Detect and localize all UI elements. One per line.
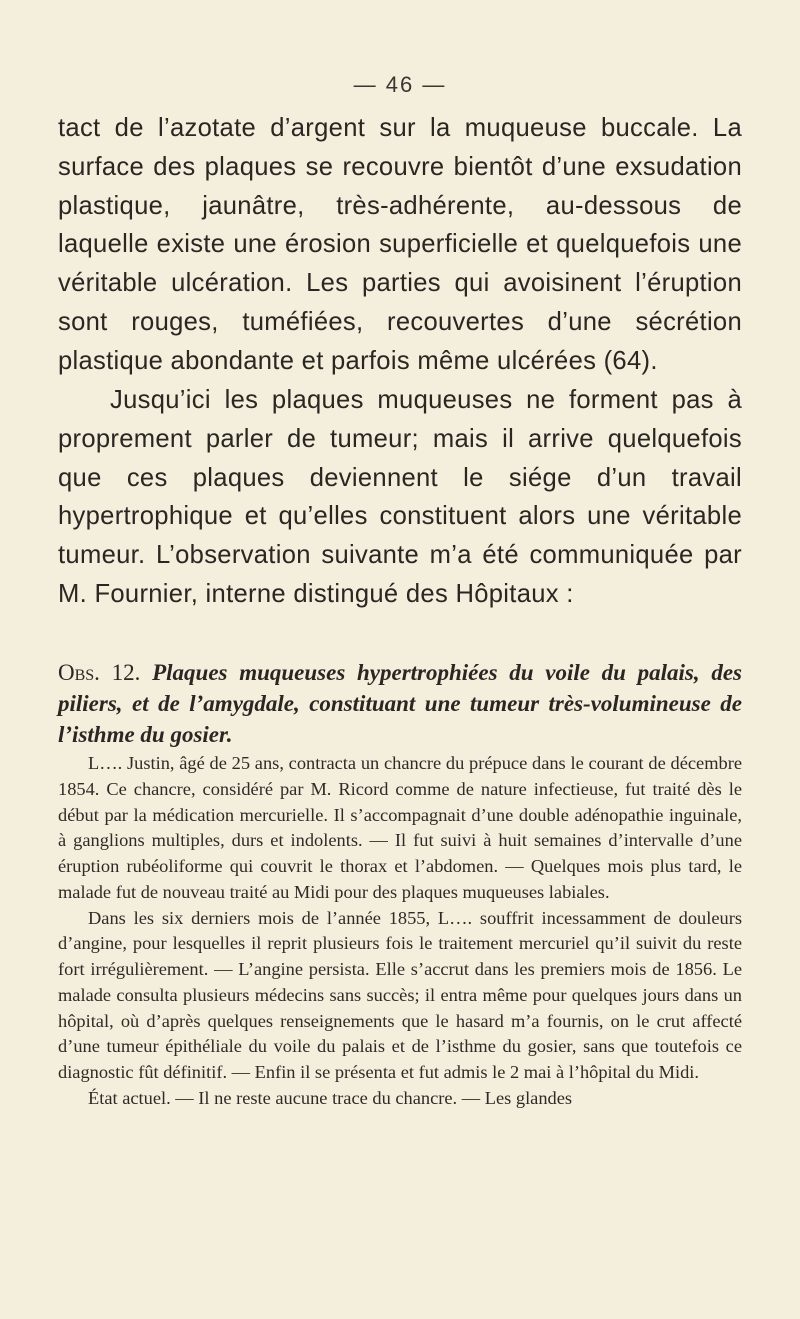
- page-number: — 46 —: [353, 72, 447, 97]
- paragraph-second: Jusqu’ici les plaques muqueuses ne forment pas à proprement parler de tumeur; mais il arrive quelquefois que ces plaques deviennent le siége d’un travail hypertrophique et qu’elles constituent alors une véritable tumeur. L’observation suivante m’a été communiquée par M. Fournier, interne distingué des Hôpitaux :: [58, 386, 742, 608]
- observation-paragraph: État actuel. — Il ne reste aucune trace du chancre. — Les glandes: [88, 1087, 573, 1108]
- observation-body: [58, 751, 742, 1112]
- observation-heading: [58, 657, 742, 750]
- observation-paragraph: L…. Justin, âgé de 25 ans, contracta un chancre du prépuce dans le courant de décembre 1854. Ce chancre, considéré par M. Ricord comme de nature infectieuse, fut traité dès le début par la médication mercurielle. Il s’accompagnait d’une double adénopathie inguinale, à ganglions multiples, durs et indolents. — Il fut suivi à huit semaines d’intervalle d’une éruption rubéoliforme qui couvrit le thorax et l’abdomen. — Quelques mois plus tard, le malade fut de nouveau traité au Midi pour des plaques muqueuses labiales.: [58, 753, 742, 902]
- observation-title: Plaques muqueuses hypertrophiées du voile du palais, des piliers, et de l’amygdale, constituant une tumeur très-volumineuse de l’isthme du gosier.: [58, 660, 742, 747]
- paragraph-intro: tact de l’azotate d’argent sur la muqueuse buccale. La surface des plaques se recouvre bientôt d’une exsudation plastique, jaunâtre, très-adhérente, au-dessous de laquelle existe une érosion superficielle et quelquefois une véritable ulcération. Les parties qui avoisinent l’éruption sont rouges, tuméfiées, recouvertes d’une sécrétion plastique abondante et parfois même ulcérées (64).: [58, 114, 742, 375]
- observation-paragraph: Dans les six derniers mois de l’année 1855, L…. souffrit incessamment de douleurs d’angine, pour lesquelles il reprit plusieurs fois le traitement mercuriel qu’il suivit du reste fort irrégulièrement. — L’angine persista. Elle s’accrut dans les premiers mois de 1856. Le malade consulta plusieurs médecins sans succès; il entra même pour quelques jours dans un hôpital, où d’après quelques renseignements que le hasard m’a fournis, on le crut affecté d’une tumeur épithéliale du voile du palais et de l’isthme du gosier, sans que toutefois ce diagnostic fût définitif. — Enfin il se présenta et fut admis le 2 mai à l’hôpital du Midi.: [58, 907, 742, 1082]
- observation-label: Obs. 12.: [58, 660, 141, 685]
